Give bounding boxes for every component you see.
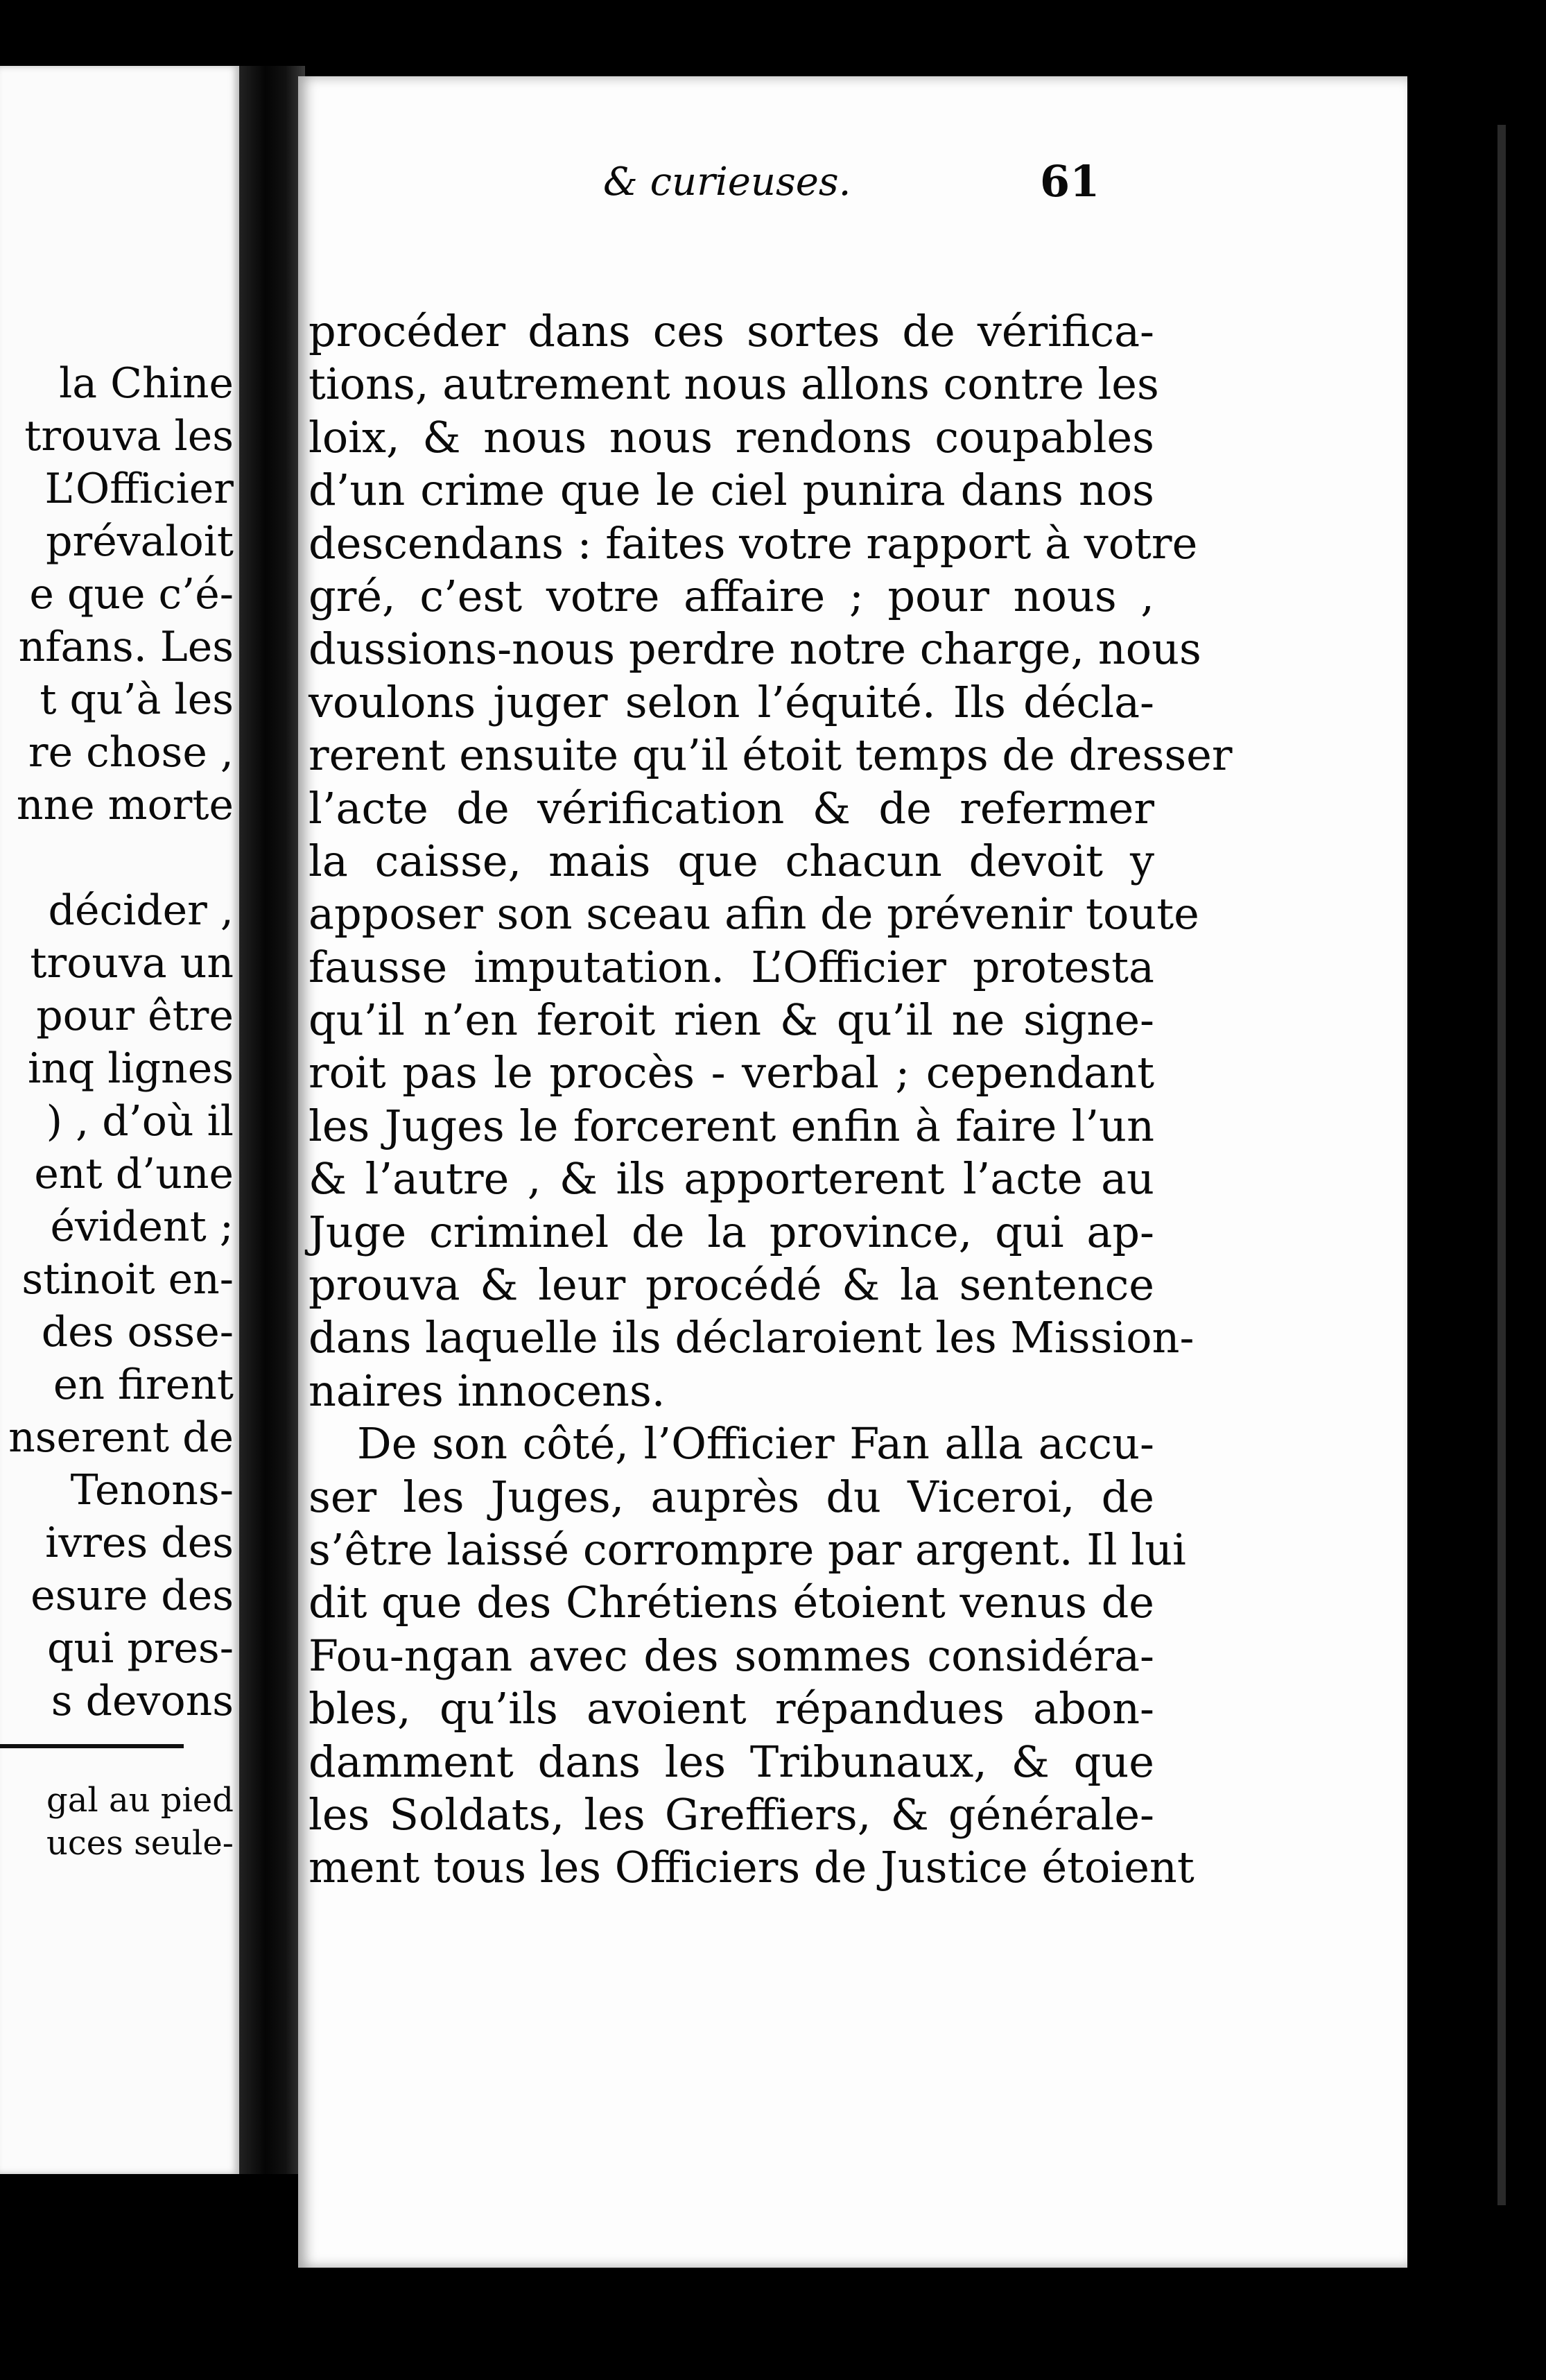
text-line: damment dans les Tribunaux, & que <box>309 1736 1154 1787</box>
text-line: voulons juger selon l’équité. Ils décla- <box>309 676 1154 727</box>
text-line: ent d’une <box>34 1150 234 1198</box>
footnote-rule <box>0 1744 184 1748</box>
text-line: naires innocens. <box>309 1365 666 1416</box>
text-line: ment tous les Officiers de Justice étoient <box>309 1842 1195 1893</box>
text-line: loix, & nous nous rendons coupables <box>309 411 1154 463</box>
left-page <box>0 66 239 2174</box>
text-line: De son côté, l’Officier Fan alla accu- <box>357 1418 1154 1469</box>
text-line: procéder dans ces sortes de vérifica- <box>309 306 1154 356</box>
text-line: tions, autrement nous allons contre les <box>309 359 1159 410</box>
text-line: e que c’é- <box>29 570 234 619</box>
text-line: s’être laissé corrompre par argent. Il lui <box>309 1524 1186 1575</box>
text-line: Fou-ngan avec des sommes considéra- <box>309 1630 1154 1681</box>
right-page-text <box>309 305 1233 1895</box>
text-line: ser les Juges, auprès du Viceroi, de <box>309 1471 1154 1522</box>
text-line: dans laquelle ils déclaroient les Mission- <box>309 1312 1195 1363</box>
footnote-line: gal au pied <box>46 1781 234 1820</box>
text-line: des osse- <box>41 1308 234 1356</box>
text-line: apposer son sceau afin de prévenir toute <box>309 888 1199 940</box>
text-line: stinoit en- <box>21 1255 234 1304</box>
text-line: la caisse, mais que chacun devoit y <box>309 835 1154 886</box>
text-line: l’acte de vérification & de refermer <box>309 782 1154 834</box>
text-line: t qu’à les <box>40 675 234 724</box>
text-line: ivres des <box>45 1519 234 1567</box>
text-line: trouva un <box>30 939 234 988</box>
running-head: & curieuses. <box>603 159 851 205</box>
text-line: esure des <box>31 1571 234 1620</box>
text-line: les Soldats, les Greffiers, & générale- <box>309 1788 1154 1840</box>
text-line: la Chine <box>59 359 234 408</box>
text-line: gré, c’est votre affaire ; pour nous , <box>309 570 1154 621</box>
footnote-line: uces seule- <box>46 1824 234 1863</box>
text-line: dussions-nous perdre notre charge, nous <box>309 623 1201 675</box>
text-line: Juge criminel de la province, qui ap- <box>309 1206 1154 1257</box>
text-line: & l’autre , & ils apporterent l’acte au <box>309 1153 1154 1205</box>
page-number: 61 <box>1040 156 1100 207</box>
text-line: dit que des Chrétiens étoient venus de <box>309 1577 1154 1628</box>
text-line: prévaloit <box>46 517 234 566</box>
text-line: descendans : faites votre rapport à votre <box>309 517 1198 569</box>
text-line: roit pas le procès - verbal ; cependant <box>309 1047 1154 1098</box>
text-line: fausse imputation. L’Officier protesta <box>309 941 1154 992</box>
left-page-text <box>0 357 234 1727</box>
text-line: L’Officier <box>44 465 234 513</box>
text-line: inq lignes <box>27 1044 234 1093</box>
text-line: évident ; <box>50 1202 234 1251</box>
text-line: nserent de <box>8 1413 234 1462</box>
text-line: prouva & leur procédé & la sentence <box>309 1259 1154 1311</box>
text-line <box>0 831 234 884</box>
text-line: d’un crime que le ciel punira dans nos <box>309 465 1154 516</box>
text-line: ) , d’où il <box>46 1097 234 1146</box>
text-line: qu’il n’en feroit rien & qu’il ne signe- <box>309 994 1154 1046</box>
text-line: nfans. Les <box>18 623 234 671</box>
page-edge <box>1497 125 1506 2205</box>
text-line: bles, qu’ils avoient répandues abon- <box>309 1683 1154 1734</box>
text-line: Tenons- <box>70 1466 234 1515</box>
text-line: rerent ensuite qu’il étoit temps de dresser <box>309 730 1233 781</box>
book-gutter <box>239 66 305 2174</box>
text-line: en firent <box>53 1361 234 1409</box>
left-page-footnotes <box>0 1779 234 1865</box>
text-line: décider , <box>48 886 234 935</box>
text-line: qui pres- <box>47 1624 234 1673</box>
text-line: s devons <box>51 1677 234 1725</box>
text-line: pour être <box>36 992 234 1040</box>
text-line: les Juges le forcerent enfin à faire l’un <box>309 1100 1154 1151</box>
text-line: re chose , <box>28 728 234 777</box>
text-line: nne morte <box>16 781 234 829</box>
text-line: trouva les <box>24 412 234 460</box>
